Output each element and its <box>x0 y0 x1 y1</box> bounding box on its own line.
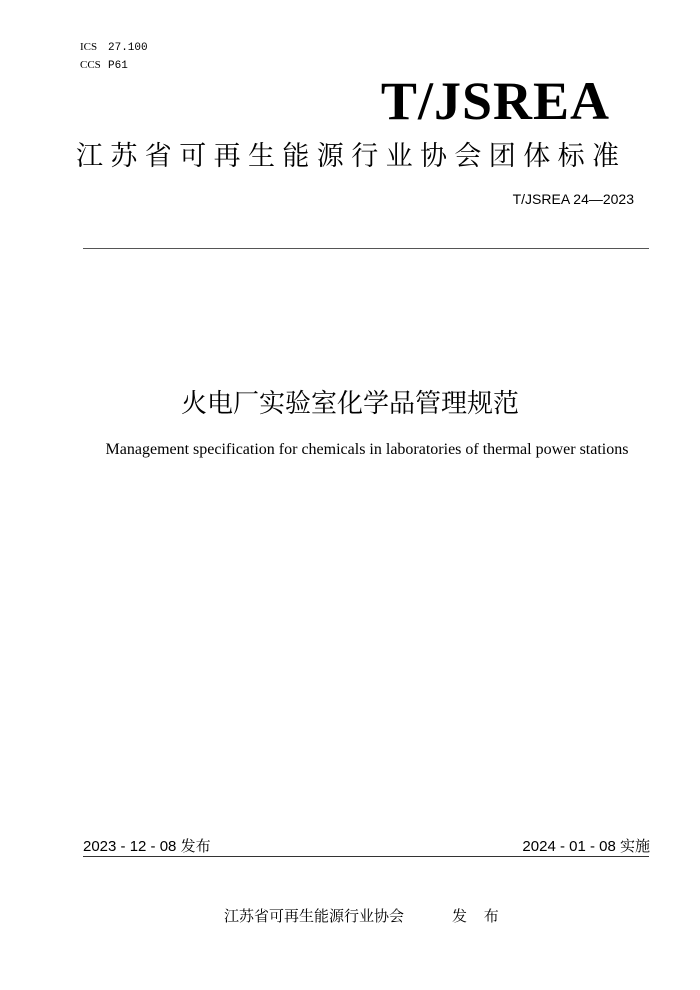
organization-standard-title: 江苏省可再生能源行业协会团体标准 <box>76 141 627 172</box>
publish-date: 2023 - 12 - 08 发布 <box>83 838 211 855</box>
header-divider <box>83 248 649 249</box>
document-title-chinese: 火电厂实验室化学品管理规范 <box>180 389 519 419</box>
ics-code <box>80 35 148 54</box>
ccs-label: CCS <box>80 59 101 71</box>
standard-brand: T/JSREA <box>380 71 610 131</box>
footer-divider <box>83 856 649 857</box>
standard-number: T/JSREA 24—2023 <box>512 191 634 207</box>
issuing-organization: 江苏省可再生能源行业协会 <box>224 907 405 925</box>
ics-value: 27.100 <box>108 42 148 54</box>
ccs-value: P61 <box>108 60 128 72</box>
document-title-english: Management specification for chemicals in laboratories of thermal power stations <box>105 441 629 458</box>
implement-date: 2024 - 01 - 08 实施 <box>522 838 650 855</box>
issue-label: 发 布 <box>452 907 505 925</box>
ics-label: ICS <box>80 41 98 53</box>
